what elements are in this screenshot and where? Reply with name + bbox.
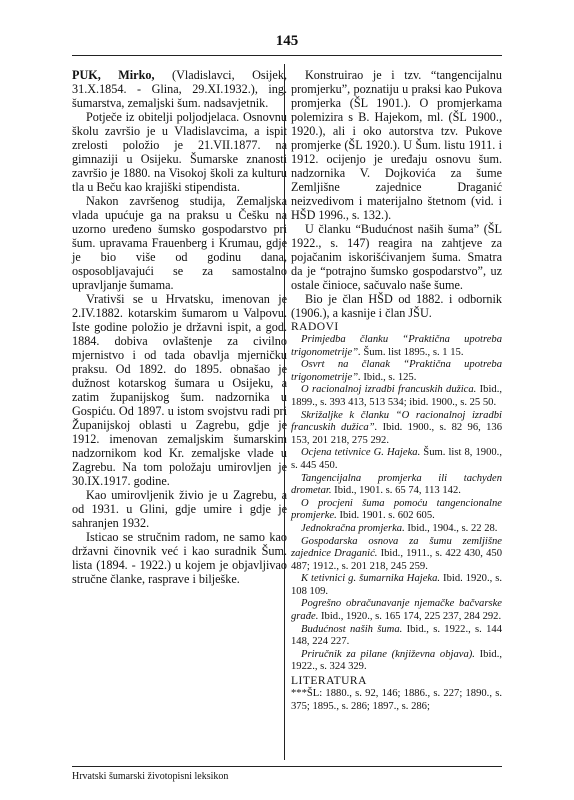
entry-paragraph-8: Bio je član HŠD od 1882. i odbornik (1906.), a kasnije i član JŠU. [291,292,502,320]
bottom-rule [72,766,502,767]
entry-paragraph-6: Konstruirao je i tzv. “tangencijalnu promjerku”, poznatiju u praksi kao Pukova promjerka (ŠL 1901.). O promjerkama polemizira s B. Hajekom, ml. (ŠL 1900., 1920.), ali i oko autorstva tzv. Pukove promjerke (ŠL 1920.). U Šum. listu 1911. i 1912. ocijenjo je uređaju osnovu šum. nadzornika V. Dojkovića za šume Zemljišne zajednice Draganić neizvedivom i materijalno štetnom (vid. i HŠD 1996., s. 132.). [291,68,502,222]
top-rule [72,55,502,56]
work-item: Pogrešno obračunavanje njemačke bačvarske građe. Ibid., 1920., s. 165 174, 225 237, 284 292. [291,598,502,623]
work-item: Budućnost naših šuma. Ibid., s. 1922., s. 144 148, 224 227. [291,623,502,648]
literature-heading: LITERATURA [291,675,367,688]
work-item: Priručnik za pilane (književna objava). Ibid., 1922., s. 324 329. [291,648,503,673]
work-item: Gospodarska osnova za šumu zemljišne zajednice Draganić. Ibid., 1911., s. 422 430, 450 487; 1912., s. 201 218, 245 259. [291,535,502,572]
work-item: K tetivnici g. šumarnika Hajeka. Ibid. 1920., s. 108 109. [291,573,502,597]
works-heading: RADOVI [291,321,339,333]
work-item: O procjeni šuma pomoću tangencionalne promjerke. Ibid. 1901. s. 602 605. [291,497,502,522]
work-item: Tangencijalna promjerka ili tachyden drometar. Ibid., 1901. s. 65 74, 113 142. [291,472,502,497]
entry-lead [72,68,287,110]
entry-paragraph-1: Potječe iz obitelji poljodjelaca. Osnovnu školu završio je u Vladislavcima, a ispit zrelosti položio je 21.VII.1877. na gimnaziji u Osijeku. Šumarske znanosti završio je 1880. na Visokoj školi za kulturu tla u Beču kao krajiški stipendista. [72,110,287,194]
work-item: Ocjena tetivnice G. Hajeka. Šum. list 8, 1900., s. 445 450. [291,447,502,471]
left-column [72,68,287,586]
work-item: O racionalnoj izradbi francuskih dužica. Ibid., 1899., s. 393 413, 513 534; ibid. 1900., s. 25 50. [291,384,503,408]
right-column [291,68,502,713]
entry-paragraph-4: Kao umirovljenik živio je u Zagrebu, a od 1931. u Glini, gdje umire i gdje je sahranjen 1932. [72,488,287,530]
entry-paragraph-2: Nakon završenog studija, Zemaljska vlada upućuje ga na praksu u Češku na uzorno uređeno šumsko gospodarstvo pri šum. upravama Frauenberg i Krumau, gdje je bio više od godinu dana, osposobljavajući se za samostalno upravljanje šumama. [72,194,287,292]
entry-paragraph-5: Isticao se stručnim radom, ne samo kao državni činovnik već i kao suradnik Šum. lista (1894. - 1922.) u kojem je objavljivao stručne članke, rasprave i bilješke. [72,530,287,586]
entry-paragraph-3: Vrativši se u Hrvatsku, imenovan je 2.IV.1882. kotarskim šumarom u Valpovu. Iste godine položio je državni ispit, a god. 1884. dobiva ovlaštenje za civilno mjernistvo i od tada obavlja mjerničku praksu. Od 1892. do 1895. obnašao je dužnost kotarskog šumara u Osijeku, a zatim županijskog šum. nadzornika u Gospiću. Od 1897. u istom svojstvu radi pri Županijskoj oblasti u Zagrebu, gdje je 1912. imenovan zemaljskim šumarskim nadzornikom kod Kr. zemaljske vlade u Zagrebu. Na tom položaju umirovljen je 30.IX.1917. godine. [72,292,287,488]
page-number: 145 [275,33,299,49]
entry-lead-text: (Vladislavci, Osijek, 31.X.1854. - Glina, 29.XI.1932.), ing. šumarstva, zemaljski šum. nadsavjetnik. [72,68,287,110]
work-item: Primjedba članku “Praktična upotreba trigonometrije”. Šum. list 1895., s. 1 15. [291,334,502,358]
entry-headword: PUK, Mirko, [72,68,155,82]
literature-text: ***ŠL: 1880., s. 92, 146; 1886., s. 227; 1890., s. 375; 1895., s. 286; 1897., s. 286; [291,688,502,712]
column-divider [284,64,285,760]
work-item: Jednokračna promjerka. Ibid., 1904., s. 22 28. [301,522,498,534]
footer-title: Hrvatski šumarski životopisni leksikon [72,771,229,782]
works-list [291,334,502,674]
entry-paragraph-7: U članku “Budućnost naših šuma” (ŠL 1922., s. 147) reagira na zahtjeve za pojačanim iskorišćivanjem šuma. Smatra da je “potrajno šumsko gospodarstvo”, uz ostale činioce, sačuvalo naše šume. [291,222,502,292]
work-item: Skrižaljke k članku “O racionalnoj izradbi francuskih dužica”. Ibid. 1900., s. 82 96, 136 153, 201 218, 275 292. [291,409,502,446]
work-item: Osvrt na članak “Praktična upotreba trigonometrije”. Ibid., s. 125. [291,359,502,383]
